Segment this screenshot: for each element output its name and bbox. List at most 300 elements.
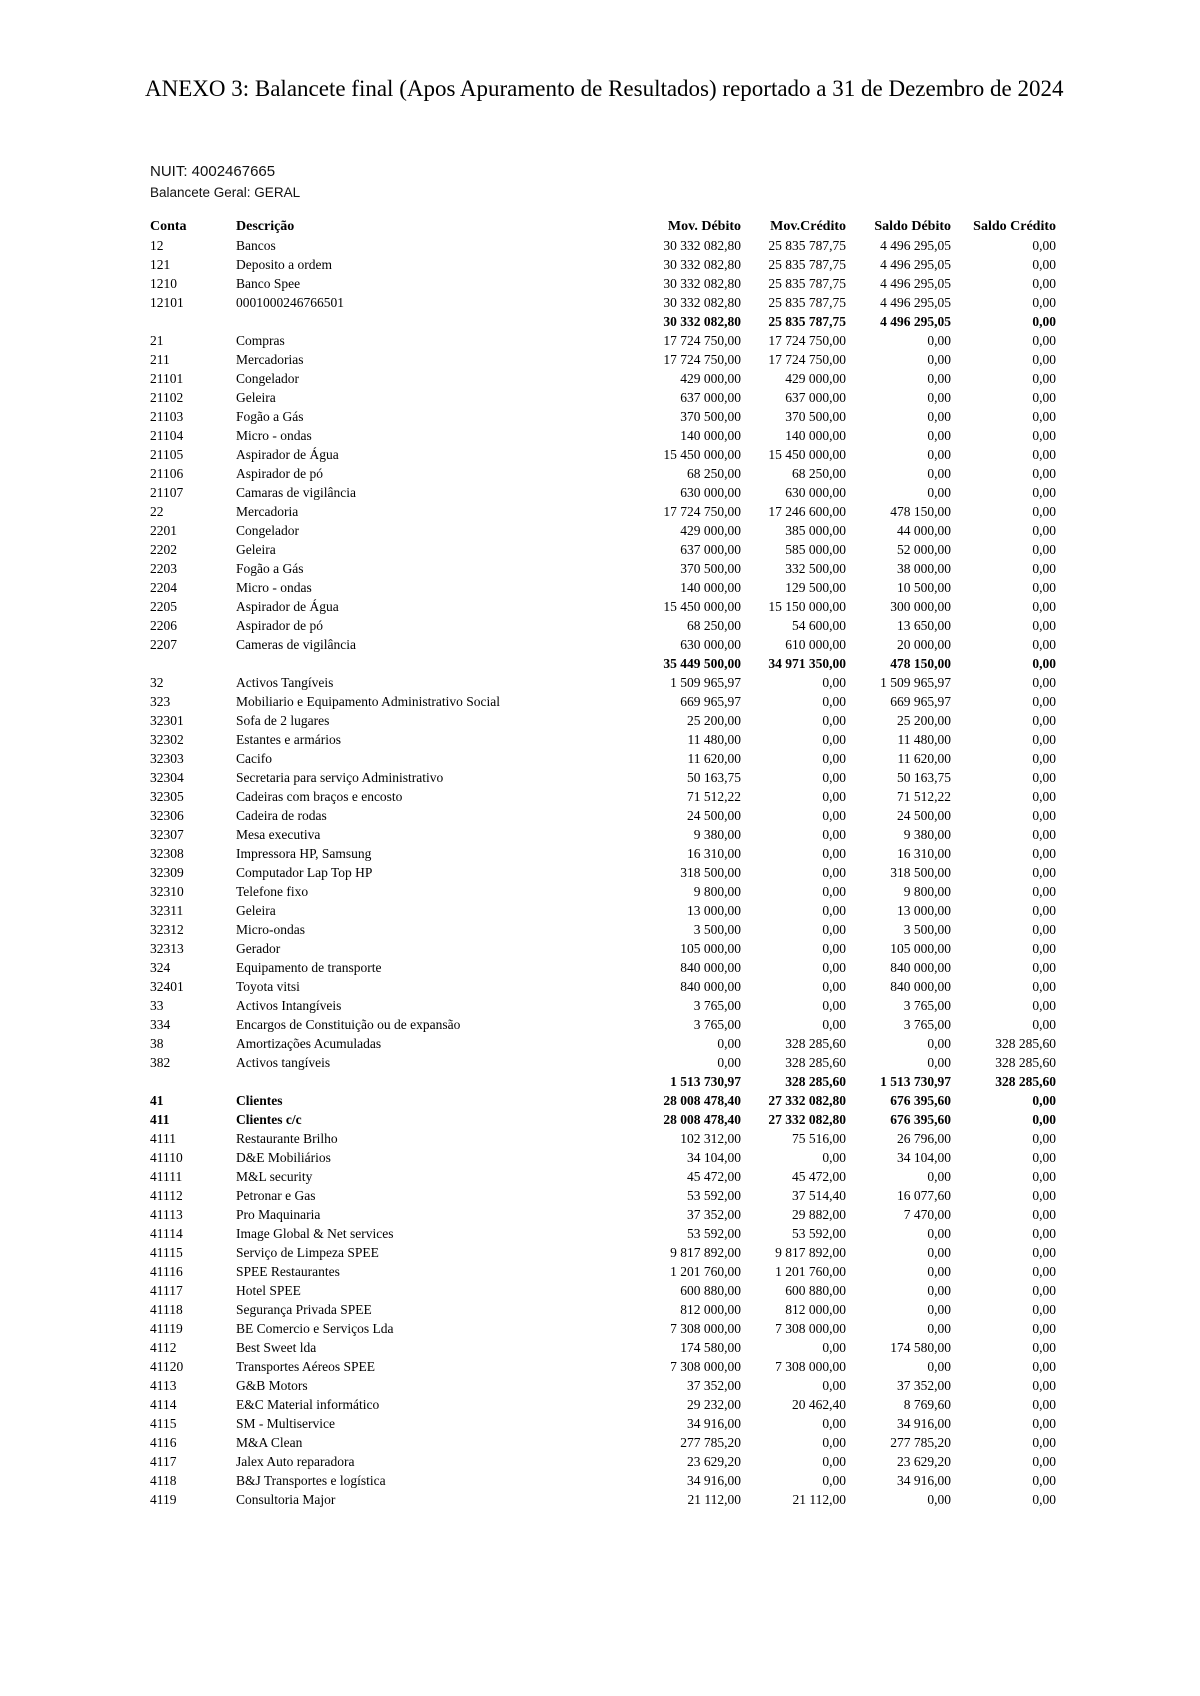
cell-descricao: Telefone fixo (236, 884, 309, 899)
cell-mov-credito: 17 724 750,00 (768, 333, 846, 348)
cell-saldo-credito: 0,00 (1032, 732, 1056, 747)
table-row (150, 1338, 1056, 1357)
table-row (150, 882, 1056, 901)
cell-mov-credito: 37 514,40 (792, 1188, 846, 1203)
cell-saldo-credito: 0,00 (1032, 618, 1056, 633)
cell-mov-credito: 332 500,00 (785, 561, 846, 576)
cell-descricao: Sofa de 2 lugares (236, 713, 330, 728)
cell-descricao: Petronar e Gas (236, 1188, 316, 1203)
table-row (150, 1186, 1056, 1205)
cell-conta: 41114 (150, 1226, 183, 1241)
cell-descricao: Equipamento de transporte (236, 960, 382, 975)
cell-mov-credito: 0,00 (822, 694, 846, 709)
cell-descricao: Activos tangíveis (236, 1055, 331, 1070)
cell-conta: 32304 (150, 770, 184, 785)
table-row (150, 1376, 1056, 1395)
cell-conta: 32305 (150, 789, 184, 804)
cell-conta: 41117 (150, 1283, 183, 1298)
cell-mov-credito: 0,00 (822, 1473, 846, 1488)
cell-conta: 2205 (150, 599, 177, 614)
table-row (150, 692, 1056, 711)
cell-saldo-debito: 9 800,00 (903, 884, 951, 899)
cell-descricao: Amortizações Acumuladas (236, 1036, 382, 1051)
cell-mov-debito: 37 352,00 (687, 1207, 741, 1222)
table-row (150, 768, 1056, 787)
cell-saldo-debito: 0,00 (927, 1055, 951, 1070)
cell-conta (150, 654, 236, 673)
cell-mov-debito: 1 509 965,97 (670, 675, 741, 690)
cell-mov-credito: 610 000,00 (785, 637, 846, 652)
cell-conta: 21106 (150, 466, 184, 481)
table-row (150, 1414, 1056, 1433)
cell-mov-debito: 9 800,00 (693, 884, 741, 899)
cell-conta: 2202 (150, 542, 177, 557)
cell-saldo-debito: 478 150,00 (890, 504, 951, 519)
cell-saldo-debito: 0,00 (927, 1321, 951, 1336)
cell-conta: 32306 (150, 808, 184, 823)
cell-mov-debito: 34 104,00 (687, 1150, 741, 1165)
cell-mov-debito: 34 916,00 (687, 1473, 741, 1488)
cell-descricao: Transportes Aéreos SPEE (236, 1359, 376, 1374)
table-row (150, 1053, 1056, 1072)
cell-saldo-debito: 13 650,00 (897, 618, 951, 633)
cell-mov-debito: 7 308 000,00 (670, 1359, 741, 1374)
cell-mov-credito: 0,00 (822, 960, 846, 975)
ledger-body (150, 236, 1056, 1509)
cell-mov-credito: 17 246 600,00 (768, 504, 846, 519)
table-row (150, 1034, 1056, 1053)
cell-conta: 121 (150, 257, 171, 272)
cell-saldo-credito: 0,00 (1032, 1321, 1056, 1336)
cell-saldo-credito: 0,00 (1032, 694, 1056, 709)
table-row (150, 1471, 1056, 1490)
table-row (150, 958, 1056, 977)
cell-saldo-debito: 0,00 (927, 1283, 951, 1298)
cell-mov-debito: 102 312,00 (680, 1131, 741, 1146)
cell-mov-debito: 37 352,00 (687, 1378, 741, 1393)
nuit-label: NUIT: 4002467665 (150, 163, 276, 180)
cell-saldo-credito: 0,00 (1032, 865, 1056, 880)
cell-saldo-debito: 11 620,00 (897, 751, 951, 766)
col-header-saldo-debito: Saldo Débito (874, 219, 951, 234)
cell-mov-credito: 0,00 (822, 1454, 846, 1469)
cell-saldo-debito: 8 769,60 (903, 1397, 951, 1412)
cell-mov-credito: 0,00 (822, 770, 846, 785)
cell-saldo-credito: 0,00 (1032, 276, 1056, 291)
cell-mov-debito: 71 512,22 (687, 789, 741, 804)
cell-saldo-debito: 0,00 (927, 390, 951, 405)
cell-descricao: D&E Mobiliários (236, 1150, 331, 1165)
subtotal-row (150, 1072, 1056, 1091)
cell-saldo-debito: 10 500,00 (897, 580, 951, 595)
table-row (150, 901, 1056, 920)
cell-saldo-debito: 11 480,00 (897, 732, 951, 747)
col-header-conta: Conta (150, 219, 187, 234)
table-row (150, 1224, 1056, 1243)
cell-saldo-credito: 0,00 (1032, 1150, 1056, 1165)
cell-conta: 2201 (150, 523, 177, 538)
cell-descricao: Consultoria Major (236, 1492, 336, 1507)
cell-conta: 324 (150, 960, 171, 975)
table-row (150, 388, 1056, 407)
table-row (150, 711, 1056, 730)
cell-saldo-debito: 1 509 965,97 (880, 675, 951, 690)
cell-saldo-debito: 0,00 (927, 447, 951, 462)
cell-saldo-debito: 0,00 (927, 409, 951, 424)
cell-saldo-credito: 0,00 (1032, 922, 1056, 937)
cell-mov-credito: 0,00 (822, 1378, 846, 1393)
cell-conta: 2203 (150, 561, 177, 576)
cell-mov-credito: 585 000,00 (785, 542, 846, 557)
cell-mov-debito: 30 332 082,80 (663, 276, 741, 291)
cell-mov-debito: 68 250,00 (687, 466, 741, 481)
cell-descricao: Geleira (236, 390, 276, 405)
cell-mov-debito: 21 112,00 (687, 1492, 741, 1507)
cell-descricao: Serviço de Limpeza SPEE (236, 1245, 379, 1260)
cell-saldo-debito: 4 496 295,05 (880, 314, 951, 329)
cell-mov-debito: 3 500,00 (693, 922, 741, 937)
table-row (150, 369, 1056, 388)
cell-saldo-credito: 0,00 (1032, 580, 1056, 595)
cell-saldo-credito: 0,00 (1032, 1416, 1056, 1431)
table-row (150, 977, 1056, 996)
cell-descricao (236, 654, 636, 673)
cell-saldo-debito: 0,00 (927, 352, 951, 367)
cell-conta: 41113 (150, 1207, 183, 1222)
cell-conta: 32308 (150, 846, 184, 861)
cell-descricao: Best Sweet lda (236, 1340, 317, 1355)
cell-conta: 22 (150, 504, 164, 519)
table-row (150, 1395, 1056, 1414)
cell-conta: 21 (150, 333, 164, 348)
cell-saldo-debito: 38 000,00 (897, 561, 951, 576)
cell-descricao (236, 312, 636, 331)
cell-mov-credito: 25 835 787,75 (768, 295, 846, 310)
cell-conta: 4113 (150, 1378, 177, 1393)
cell-conta: 21103 (150, 409, 184, 424)
subtotal-row (150, 654, 1056, 673)
cell-mov-debito: 17 724 750,00 (663, 352, 741, 367)
cell-saldo-credito: 0,00 (1032, 333, 1056, 348)
cell-descricao: Jalex Auto reparadora (236, 1454, 355, 1469)
cell-saldo-debito: 71 512,22 (897, 789, 951, 804)
cell-mov-debito: 50 163,75 (687, 770, 741, 785)
balancete-label: Balancete Geral: GERAL (150, 185, 301, 200)
cell-mov-credito: 0,00 (822, 865, 846, 880)
col-header-mov-debito: Mov. Débito (667, 219, 741, 234)
cell-saldo-credito: 0,00 (1032, 542, 1056, 557)
cell-descricao: Secretaria para serviço Administrativo (236, 770, 444, 785)
cell-conta: 21101 (150, 371, 184, 386)
cell-conta: 21102 (150, 390, 184, 405)
cell-saldo-credito: 0,00 (1032, 485, 1056, 500)
table-row (150, 464, 1056, 483)
cell-saldo-credito: 0,00 (1032, 1188, 1056, 1203)
cell-mov-debito: 28 008 478,40 (663, 1112, 741, 1127)
cell-conta: 4118 (150, 1473, 177, 1488)
cell-saldo-credito: 0,00 (1032, 1207, 1056, 1222)
table-row (150, 1490, 1056, 1509)
cell-mov-credito: 637 000,00 (785, 390, 846, 405)
cell-conta: 41 (150, 1093, 164, 1108)
cell-mov-credito: 0,00 (822, 903, 846, 918)
cell-saldo-debito: 0,00 (927, 466, 951, 481)
cell-saldo-debito: 0,00 (927, 1169, 951, 1184)
cell-saldo-credito: 0,00 (1032, 1435, 1056, 1450)
cell-saldo-debito: 16 310,00 (897, 846, 951, 861)
cell-saldo-credito: 0,00 (1032, 1226, 1056, 1241)
table-row (150, 1300, 1056, 1319)
cell-saldo-debito: 840 000,00 (890, 960, 951, 975)
cell-conta: 41119 (150, 1321, 183, 1336)
cell-conta: 32 (150, 675, 164, 690)
cell-mov-debito: 370 500,00 (680, 561, 741, 576)
cell-saldo-credito: 0,00 (1032, 846, 1056, 861)
table-row (150, 407, 1056, 426)
cell-mov-debito: 840 000,00 (680, 979, 741, 994)
cell-saldo-credito: 0,00 (1032, 295, 1056, 310)
cell-conta: 382 (150, 1055, 171, 1070)
cell-saldo-debito: 4 496 295,05 (880, 276, 951, 291)
cell-conta: 32312 (150, 922, 184, 937)
cell-saldo-credito: 0,00 (1032, 998, 1056, 1013)
cell-saldo-credito: 0,00 (1032, 941, 1056, 956)
cell-descricao: Camaras de vigilância (236, 485, 356, 500)
cell-mov-credito: 27 332 082,80 (768, 1112, 846, 1127)
cell-mov-credito: 9 817 892,00 (775, 1245, 846, 1260)
cell-descricao: Activos Intangíveis (236, 998, 342, 1013)
cell-conta: 32310 (150, 884, 184, 899)
cell-mov-debito: 840 000,00 (680, 960, 741, 975)
cell-mov-debito: 30 332 082,80 (663, 257, 741, 272)
cell-mov-credito: 385 000,00 (785, 523, 846, 538)
cell-mov-credito: 68 250,00 (792, 466, 846, 481)
cell-descricao: Mercadoria (236, 504, 299, 519)
cell-saldo-debito: 4 496 295,05 (880, 238, 951, 253)
table-row (150, 1015, 1056, 1034)
cell-mov-credito: 0,00 (822, 1340, 846, 1355)
cell-saldo-debito: 1 513 730,97 (880, 1074, 951, 1089)
cell-saldo-credito: 0,00 (1032, 1169, 1056, 1184)
cell-conta: 2204 (150, 580, 177, 595)
cell-conta: 323 (150, 694, 171, 709)
cell-mov-debito: 0,00 (717, 1036, 741, 1051)
cell-descricao: M&L security (236, 1169, 313, 1184)
cell-conta: 33 (150, 998, 164, 1013)
cell-descricao: Bancos (236, 238, 276, 253)
cell-saldo-debito: 34 916,00 (897, 1473, 951, 1488)
cell-descricao: BE Comercio e Serviços Lda (236, 1321, 394, 1336)
cell-mov-debito: 23 629,20 (687, 1454, 741, 1469)
cell-conta: 4117 (150, 1454, 177, 1469)
ledger-table (150, 217, 1056, 1509)
cell-mov-credito: 0,00 (822, 789, 846, 804)
cell-mov-credito: 15 450 000,00 (768, 447, 846, 462)
cell-descricao: Aspirador de pó (236, 618, 323, 633)
cell-saldo-debito: 4 496 295,05 (880, 295, 951, 310)
cell-mov-debito: 15 450 000,00 (663, 447, 741, 462)
cell-saldo-debito: 3 765,00 (903, 998, 951, 1013)
cell-saldo-credito: 0,00 (1032, 675, 1056, 690)
cell-saldo-debito: 318 500,00 (890, 865, 951, 880)
cell-mov-credito: 75 516,00 (792, 1131, 846, 1146)
cell-mov-debito: 9 380,00 (693, 827, 741, 842)
cell-saldo-credito: 0,00 (1032, 827, 1056, 842)
cell-saldo-credito: 328 285,60 (995, 1074, 1056, 1089)
cell-conta: 4115 (150, 1416, 177, 1431)
cell-mov-debito: 11 620,00 (687, 751, 741, 766)
cell-mov-credito: 7 308 000,00 (775, 1359, 846, 1374)
cell-mov-credito: 0,00 (822, 827, 846, 842)
cell-saldo-credito: 0,00 (1032, 371, 1056, 386)
cell-saldo-debito: 7 470,00 (903, 1207, 951, 1222)
cell-conta: 4112 (150, 1340, 177, 1355)
table-row (150, 236, 1056, 255)
cell-mov-debito: 140 000,00 (680, 428, 741, 443)
cell-conta: 38 (150, 1036, 164, 1051)
cell-mov-credito: 53 592,00 (792, 1226, 846, 1241)
cell-saldo-credito: 0,00 (1032, 808, 1056, 823)
cell-mov-debito: 600 880,00 (680, 1283, 741, 1298)
cell-saldo-credito: 0,00 (1032, 1017, 1056, 1032)
cell-saldo-debito: 50 163,75 (897, 770, 951, 785)
cell-saldo-debito: 16 077,60 (897, 1188, 951, 1203)
subtotal-row (150, 312, 1056, 331)
cell-conta (150, 312, 236, 331)
cell-saldo-credito: 0,00 (1032, 428, 1056, 443)
cell-mov-debito: 35 449 500,00 (663, 656, 741, 671)
cell-saldo-debito: 37 352,00 (897, 1378, 951, 1393)
cell-descricao: Impressora HP, Samsung (236, 846, 372, 861)
cell-mov-credito: 54 600,00 (792, 618, 846, 633)
cell-conta: 32401 (150, 979, 184, 994)
table-row (150, 844, 1056, 863)
cell-conta: 1210 (150, 276, 177, 291)
cell-conta: 21104 (150, 428, 184, 443)
cell-mov-credito: 0,00 (822, 846, 846, 861)
cell-saldo-debito: 0,00 (927, 1226, 951, 1241)
cell-mov-credito: 328 285,60 (785, 1055, 846, 1070)
cell-conta: 32302 (150, 732, 184, 747)
cell-descricao: Cameras de vigilância (236, 637, 356, 652)
table-row (150, 1129, 1056, 1148)
cell-descricao: Image Global & Net services (236, 1226, 394, 1241)
cell-saldo-debito: 13 000,00 (897, 903, 951, 918)
cell-descricao: Compras (236, 333, 285, 348)
cell-mov-debito: 53 592,00 (687, 1188, 741, 1203)
table-row (150, 673, 1056, 692)
document-title: ANEXO 3: Balancete final (Apos Apuramento de Resultados) reportado a 31 de Dezembro de 2024 (145, 76, 1064, 101)
cell-descricao: Aspirador de pó (236, 466, 323, 481)
cell-saldo-debito: 0,00 (927, 1302, 951, 1317)
cell-mov-credito: 7 308 000,00 (775, 1321, 846, 1336)
cell-saldo-debito: 24 500,00 (897, 808, 951, 823)
cell-mov-credito: 140 000,00 (785, 428, 846, 443)
table-row (150, 1148, 1056, 1167)
col-header-saldo-credito: Saldo Crédito (973, 219, 1056, 234)
cell-saldo-debito: 0,00 (927, 485, 951, 500)
cell-conta: 32311 (150, 903, 184, 918)
table-row (150, 445, 1056, 464)
cell-descricao: B&J Transportes e logística (236, 1473, 386, 1488)
cell-mov-credito: 0,00 (822, 941, 846, 956)
table-row (150, 350, 1056, 369)
cell-saldo-debito: 840 000,00 (890, 979, 951, 994)
cell-mov-debito: 105 000,00 (680, 941, 741, 956)
cell-mov-credito: 0,00 (822, 1435, 846, 1450)
cell-saldo-credito: 0,00 (1032, 637, 1056, 652)
cell-mov-debito: 17 724 750,00 (663, 333, 741, 348)
cell-conta (150, 1072, 236, 1091)
cell-saldo-debito: 23 629,20 (897, 1454, 951, 1469)
cell-conta: 41116 (150, 1264, 183, 1279)
cell-conta: 4114 (150, 1397, 177, 1412)
cell-mov-credito: 0,00 (822, 751, 846, 766)
cell-mov-debito: 24 500,00 (687, 808, 741, 823)
cell-descricao: Congelador (236, 523, 299, 538)
cell-saldo-credito: 0,00 (1032, 504, 1056, 519)
cell-mov-debito: 429 000,00 (680, 371, 741, 386)
cell-conta: 32303 (150, 751, 184, 766)
table-row (150, 559, 1056, 578)
cell-saldo-debito: 0,00 (927, 371, 951, 386)
table-row (150, 1433, 1056, 1452)
table-row (150, 483, 1056, 502)
cell-mov-credito: 0,00 (822, 1017, 846, 1032)
table-row (150, 1319, 1056, 1338)
cell-mov-debito: 16 310,00 (687, 846, 741, 861)
table-row (150, 1243, 1056, 1262)
cell-conta: 411 (150, 1112, 170, 1127)
cell-mov-credito: 17 724 750,00 (768, 352, 846, 367)
table-row (150, 255, 1056, 274)
table-row (150, 1281, 1056, 1300)
cell-mov-credito: 429 000,00 (785, 371, 846, 386)
cell-saldo-debito: 0,00 (927, 1245, 951, 1260)
cell-descricao: Congelador (236, 371, 299, 386)
cell-descricao: SM - Multiservice (236, 1416, 335, 1431)
cell-mov-debito: 11 480,00 (687, 732, 741, 747)
cell-mov-debito: 28 008 478,40 (663, 1093, 741, 1108)
cell-saldo-debito: 34 104,00 (897, 1150, 951, 1165)
cell-saldo-debito: 0,00 (927, 1036, 951, 1051)
cell-mov-debito: 637 000,00 (680, 542, 741, 557)
cell-mov-credito: 29 882,00 (792, 1207, 846, 1222)
cell-descricao: Deposito a ordem (236, 257, 332, 272)
cell-mov-debito: 318 500,00 (680, 865, 741, 880)
cell-mov-debito: 68 250,00 (687, 618, 741, 633)
cell-mov-credito: 0,00 (822, 1150, 846, 1165)
cell-saldo-credito: 0,00 (1032, 1093, 1056, 1108)
cell-mov-credito: 0,00 (822, 713, 846, 728)
cell-mov-credito: 45 472,00 (792, 1169, 846, 1184)
cell-mov-credito: 1 201 760,00 (775, 1264, 846, 1279)
cell-mov-debito: 30 332 082,80 (663, 314, 741, 329)
cell-saldo-credito: 0,00 (1032, 1264, 1056, 1279)
cell-mov-debito: 25 200,00 (687, 713, 741, 728)
cell-conta: 4119 (150, 1492, 177, 1507)
cell-mov-debito: 429 000,00 (680, 523, 741, 538)
cell-conta: 32309 (150, 865, 184, 880)
cell-conta: 21105 (150, 447, 184, 462)
cell-descricao: Clientes (236, 1093, 283, 1108)
cell-saldo-credito: 0,00 (1032, 713, 1056, 728)
cell-descricao: Cadeiras com braços e encosto (236, 789, 403, 804)
cell-saldo-credito: 0,00 (1032, 770, 1056, 785)
cell-mov-credito: 20 462,40 (792, 1397, 846, 1412)
table-row (150, 1262, 1056, 1281)
cell-conta: 334 (150, 1017, 171, 1032)
